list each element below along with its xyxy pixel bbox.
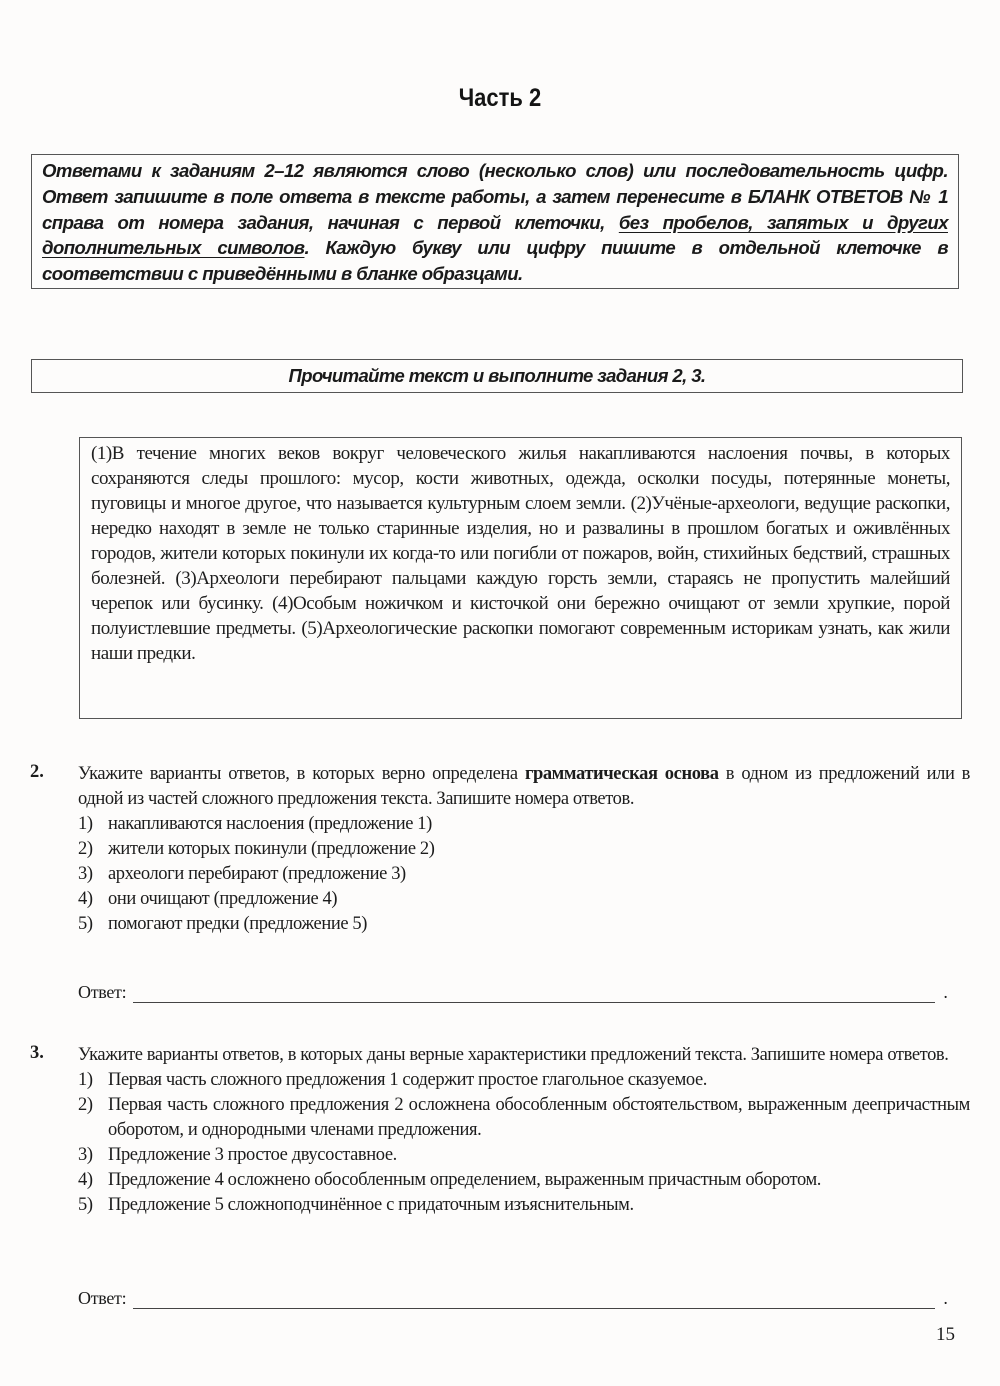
option-item (78, 912, 970, 937)
option-item (78, 1168, 970, 1193)
answer-field[interactable] (133, 1288, 935, 1309)
option-text: накапливаются наслоения (предложение 1) (108, 814, 432, 834)
option-text: Первая часть сложного предложения 1 содержит простое глагольное сказуемое. (108, 1070, 708, 1090)
read-prompt-box (31, 359, 963, 393)
option-number: 4) (78, 889, 93, 909)
option-text: Первая часть сложного предложения 2 осложнена обособленным обстоятельством, выраженным деепричастным оборотом, и однородными членами предложения. (108, 1095, 970, 1140)
option-number: 2) (78, 839, 93, 859)
task-number: 3. (30, 1043, 44, 1063)
option-text: помогают предки (предложение 5) (108, 914, 367, 934)
option-number: 2) (78, 1095, 93, 1115)
option-number: 1) (78, 1070, 93, 1090)
task-prompt-bold: грамматическая основа (524, 764, 719, 784)
task-number: 2. (30, 762, 44, 782)
answer-label: Ответ: (78, 982, 127, 1002)
answer-terminator: . (943, 982, 948, 1002)
instructions-text (42, 158, 948, 287)
task-2-answer (78, 973, 968, 1003)
answer-field[interactable] (133, 982, 935, 1003)
option-number: 4) (78, 1170, 93, 1190)
option-item (78, 862, 970, 887)
task-prompt-text: Укажите варианты ответов, в которых верно определена (78, 764, 525, 784)
option-text: археологи перебирают (предложение 3) (108, 864, 406, 884)
task-3-answer (78, 1279, 968, 1309)
option-item (78, 887, 970, 912)
option-number: 1) (78, 814, 93, 834)
option-number: 3) (78, 864, 93, 884)
option-text: они очищают (предложение 4) (108, 889, 338, 909)
option-item (78, 812, 970, 837)
task-prompt-text: в одном из предложений или в одной из частей сложного предложения текста. Запишите номера ответов. (78, 764, 971, 809)
option-item (78, 1143, 970, 1168)
instructions-underlined-segment: без пробелов, запятых и других дополнительных символов (42, 211, 948, 259)
task-2 (30, 762, 970, 937)
page-number: 15 (936, 1324, 955, 1345)
option-text: Предложение 5 сложноподчинённое с придаточным изъяснительным. (108, 1195, 634, 1215)
option-text: жители которых покинули (предложение 2) (108, 839, 435, 859)
reading-text: (1)В течение многих веков вокруг человеческого жилья накапливаются наслоения почвы, в которых сохраняются следы прошлого: мусор, кости животных, одежда, осколки посуды, потерянные монеты, пуговицы и многое другое, что называется культурным слоем земли. (2)Учёные-археологи, ведущие раскопки, нередко находят в земле не только старинные изделия, но и развалины в прошлом богатых и оживлённых городов, жители которых покинули их когда-то или погибли от пожаров, войн, стихийных бедствий, страшных болезней. (3)Археологи перебирают пальцами каждую горсть земли, стараясь не пропустить малейший черепок или бусинку. (4)Особым ножичком и кисточкой они бережно очищают от земли хрупкие, порой полуистлевшие предметы. (5)Археологические раскопки помогают современным историкам узнать, как жили наши предки. (91, 443, 950, 664)
page-title: Часть 2 (458, 84, 542, 112)
instructions-box (31, 154, 959, 289)
task-prompt (78, 762, 970, 812)
reading-text-box (79, 437, 962, 719)
option-text: Предложение 3 простое двусоставное. (108, 1145, 397, 1165)
option-text: Предложение 4 осложнено обособленным определением, выраженным причастным оборотом. (108, 1170, 821, 1190)
answer-terminator: . (943, 1288, 948, 1308)
task-prompt-text: Укажите варианты ответов, в которых даны верные характеристики предложений текста. Запишите номера ответов. (78, 1045, 949, 1065)
read-prompt: Прочитайте текст и выполните задания 2, 3. (288, 365, 706, 386)
option-number: 5) (78, 914, 93, 934)
option-item (78, 1193, 970, 1218)
answer-label: Ответ: (78, 1288, 127, 1308)
instructions-segment: . Каждую букву или цифру пишите в отдельной клеточке в соответствии с приведёнными в бланке образцами. (42, 237, 949, 285)
option-item (78, 837, 970, 862)
option-item (78, 1093, 970, 1143)
option-number: 3) (78, 1145, 93, 1165)
task-prompt (78, 1043, 970, 1068)
option-number: 5) (78, 1195, 93, 1215)
task-3 (30, 1043, 970, 1218)
instructions-segment: Ответами к заданиям 2–12 являются слово (несколько слов) или последовательность цифр. Ответ запишите в поле ответа в тексте работы, а затем перенесите в БЛАНК ОТВЕТОВ № 1 справа от номера задания, начиная с первой клеточки, (42, 160, 948, 233)
option-item (78, 1068, 970, 1093)
